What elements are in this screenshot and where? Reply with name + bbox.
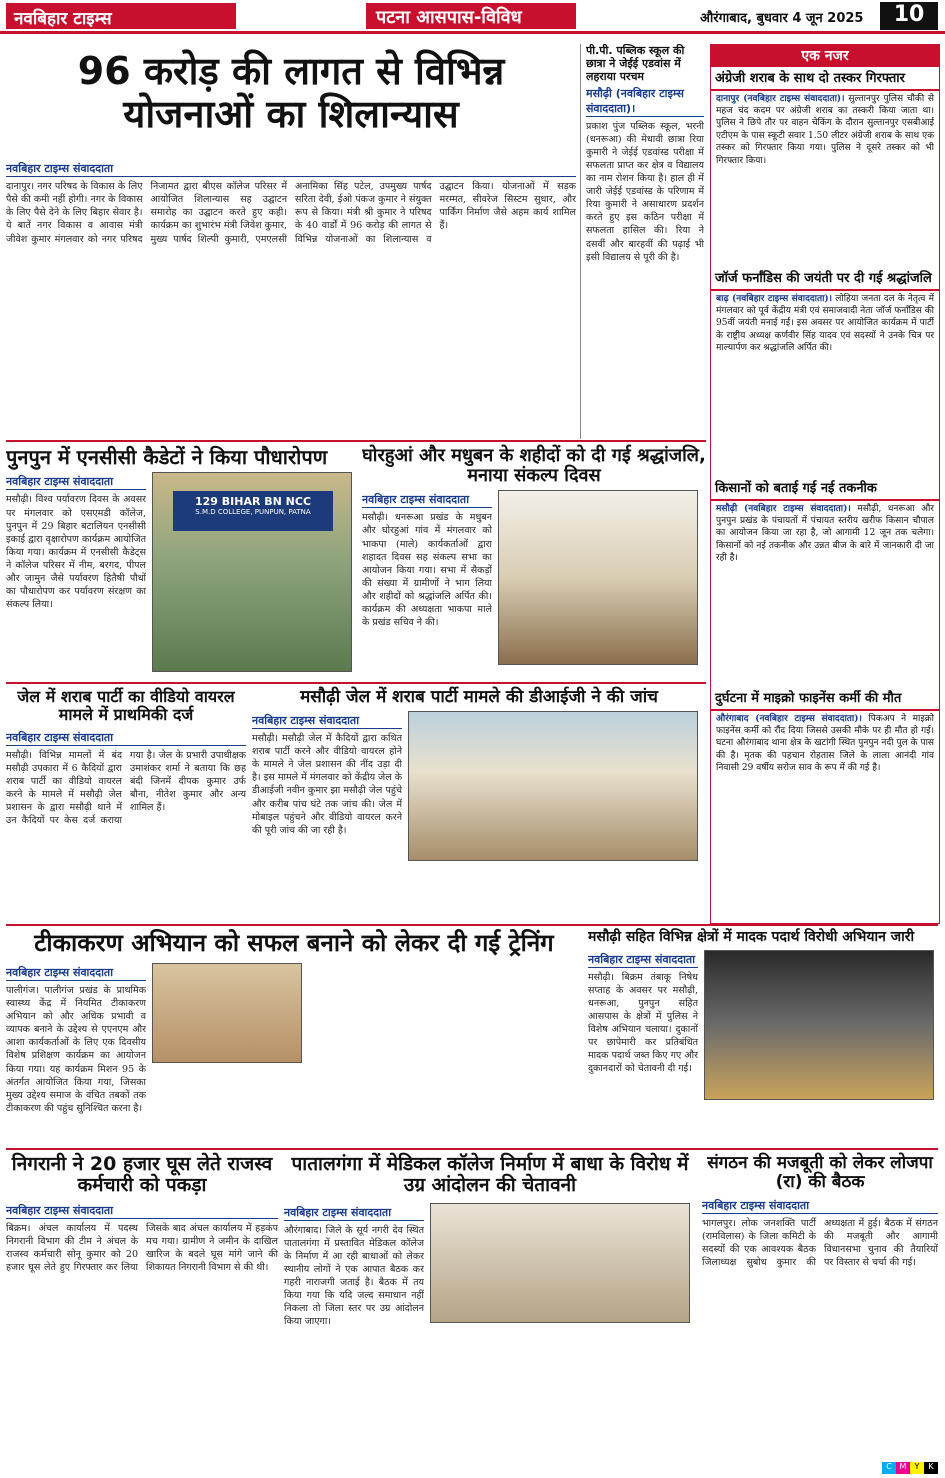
bribe-story: [6, 1152, 278, 1457]
dateline: औरंगाबाद, बुधवार 4 जून 2025: [700, 11, 864, 26]
sidebar-item-lead: मसौढ़ी (नवबिहार टाइम्स संवाददाता)।: [716, 503, 851, 514]
ljp-story: [702, 1152, 938, 1457]
section-divider: [6, 924, 938, 926]
drugs-body: मसौढ़ी। बिक्रम तंबाकू निषेध सप्ताह के अवसर पर मसौढ़ी, धनरूआ, पुनपुन सहित आसपास के क्षेत्रों में पुलिस ने विशेष अभियान चलाया। दुकानों पर छापेमारी कर प्रतिबंधित मादक पदार्थ जब्त किए गए और दुकानदारों को चेतावनी दी गई।: [588, 971, 698, 1075]
sidebar-item-farmers: [711, 477, 939, 687]
ncc-story: [6, 444, 356, 680]
vaccine-body: पालीगंज। पालीगंज प्रखंड के प्राथमिक स्वास्थ्य केंद्र में नियमित टीकाकरण अभियान को और अधिक प्रभावी व व्यापक बनाने के उद्देश्य से एएनएम और आशा कार्यकर्ताओं के लिए एक दिवसीय विशेष प्रशिक्षण कार्यक्रम का आयोजन किया गया। यह कार्यक्रम मिशन 95 के अंतर्गत आयोजित किया गया, जिसका मुख्य उद्देश्य समाज के वंचित तबकों तक टीकाकरण की पहुंच सुनिश्चित करना है।: [6, 984, 146, 1114]
sidebar-item-headline: दुर्घटना में माइक्रो फाइनेंस कर्मी की मौत: [711, 687, 939, 711]
newspaper-brand: नवबिहार टाइम्स: [6, 3, 236, 29]
ppschool-body: प्रकाश पुंज पब्लिक स्कूल, भरनी (धनरूआ) की मेधावी छात्रा रिया कुमारी ने जेईई एडवांस्ड परीक्षा में सफलता प्राप्त कर क्षेत्र व विद्यालय का नाम रोशन किया है। हाल ही में जारी जेईई एडवांस्ड के परिणाम में रिया कुमारी ने असाधारण प्रदर्शन करते हुए इस कठिन परीक्षा में सफलता हासिल की। रिया ने दसवीं और बारहवीं की पढ़ाई भी इसी विद्यालय से पूरी की है।: [586, 120, 704, 263]
vaccine-photo: [152, 963, 302, 1063]
bribe-byline: नवबिहार टाइम्स संवाददाता: [6, 1203, 278, 1219]
ncc-photo: [152, 472, 352, 672]
medical-body: औरंगाबाद। जिले के सूर्य नगरी देव स्थित पातालगंगा में प्रस्तावित मेडिकल कॉलेज के निर्माण में आ रही बाधाओं को लेकर स्थानीय लोगों ने एक आपात बैठक कर गहरी नाराजगी जताई है। बैठक में तय किया गया कि यदि जल्द समाधान नहीं निकला तो जिला स्तर पर उग्र आंदोलन किया जाएगा।: [284, 1224, 424, 1328]
dig-story: [252, 686, 706, 916]
masthead: [0, 0, 945, 34]
sidebar-item-body: मसौढ़ी, धनरूआ और पुनपुन प्रखंड के पंचायतों में पंचायत स्तरीय खरीफ किसान चौपाल का आयोजन किया जा रहा है, जो आगामी 12 जून तक चलेगा। किसानों को नई तकनीक और उन्नत बीज के बारे में जानकारी दी जा रही है।: [716, 503, 934, 564]
sidebar-item-accident: [711, 687, 939, 922]
section-divider: [6, 682, 706, 684]
martyrs-byline: नवबिहार टाइम्स संवाददाता: [362, 492, 492, 508]
print-color-bar: [882, 1462, 938, 1474]
sidebar-item-lead: बाढ़ (नवबिहार टाइम्स संवाददाता)।: [716, 293, 833, 304]
ppschool-story: [586, 44, 704, 439]
martyrs-headline: घोरहुआं और मधुबन के शहीदों को दी गई श्रद्धांजलि, मनाया संकल्प दिवस: [362, 445, 706, 487]
ncc-byline: नवबिहार टाइम्स संवाददाता: [6, 474, 146, 490]
sidebar-item-body: लोहिया जनता दल के नेतृत्व में मंगलवार को पूर्व केंद्रीय मंत्री एवं समाजवादी नेता जॉर्ज फर्नांडिस की 95वीं जयंती मनाई गई। इस अवसर पर आयोजित कार्यक्रम में पार्टी के राष्ट्रीय अध्यक्ष कर्णवीर सिंह यादव एवं सदस्यों ने उनके चित्र पर माल्यार्पण कर श्रद्धांजलि अर्पित की।: [716, 293, 934, 354]
page-number: 10: [880, 2, 938, 30]
color-swatch: K: [924, 1462, 938, 1474]
drugs-byline: नवबिहार टाइम्स संवाददाता: [588, 952, 698, 968]
jailvideo-headline: जेल में शराब पार्टी का वीडियो वायरल मामले में प्राथमिकी दर्ज: [17, 687, 235, 724]
drugs-story: [588, 928, 938, 1146]
medical-headline: पातालगंगा में मेडिकल कॉलेज निर्माण में बाधा के विरोध में उग्र आंदोलन की चेतावनी: [291, 1153, 689, 1197]
jailvideo-story: [6, 686, 246, 916]
section-divider: [6, 1148, 938, 1150]
ncc-headline: पुनपुन में एनसीसी कैडेटों ने किया पौधारोपण: [6, 445, 328, 469]
color-swatch: M: [896, 1462, 910, 1474]
jailvideo-body: मसौढ़ी। विभिन्न मामलों में बंद मसौढ़ी उपकारा में 6 कैदियों द्वारा शराब पार्टी का वीडियो वायरल करने के मामले में मसौढ़ी जेल प्रशासन के द्वारा मसौढ़ी थाने में उन कैदियों पर केस दर्ज कराया गया है। जेल के प्रभारी उपाधीक्षक उमाशंकर शर्मा ने बताया कि छह बंदी जिनमें दीपक कुमार उर्फ बौना, नीतेश कुमार और अन्य शामिल हैं।: [6, 749, 246, 827]
medical-photo: [430, 1203, 690, 1323]
sidebar-item-george: [711, 267, 939, 477]
dig-photo: [408, 711, 698, 861]
bribe-body: बिक्रम। अंचल कार्यालय में पदस्थ निगरानी विभाग की टीम ने अंचल के राजस्व कर्मचारी सोनू कुमार को 20 हजार घूस लेते हुए गिरफ्तार कर लिया जिसके बाद अंचल कार्यालय में हड़कंप मच गया। ग्रामीण ने जमीन के दाखिल खारिज के बदले घूस मांगे जाने की शिकायत निगरानी विभाग से की थी।: [6, 1222, 278, 1273]
column-rule: [580, 44, 581, 439]
dig-byline: नवबिहार टाइम्स संवाददाता: [252, 713, 402, 729]
lead-body: दानापुर। नगर परिषद के विकास के लिए पैसे की कमी नहीं होगी। नगर के विकास के लिए पैसे देने के लिए बिहार सेवार है। ये बातें नगर विकास व आवास मंत्री जीवेश कुमार मंगलवार को नगर परिषद निजामत द्वारा बीएस कॉलेज परिसर में आयोजित शिलान्यास सह उद्घाटन समारोह का उद्घाटन करते हुए कही। कार्यक्रम का शुभारंभ मंत्री जिवेश कुमार, मुख्य पार्षद शिल्पी कुमारी, एमएलसी अनामिका सिंह पटेल, उपमुख्य पार्षद सरिता देवी, ईओ पंकज कुमार ने संयुक्त रूप से किया। मंत्री श्री कुमार ने परिषद के 40 वार्डों में 96 करोड़ की लागत से विभिन्न योजनाओं का शिलान्यास व उद्घाटन किया। योजनाओं में सड़क मरम्मत, सीवरेज सिस्टम सुधार, और पार्किंग निर्माण जैसे अहम कार्य शामिल हैं।: [6, 181, 576, 245]
drugs-photo: [704, 950, 934, 1100]
ppschool-byline: मसौढ़ी (नवबिहार टाइम्स संवाददाता)।: [586, 86, 704, 117]
dig-body: मसौढ़ी। मसौढ़ी जेल में कैदियों द्वारा कथित शराब पार्टी करने और वीडियो वायरल होने के मामले ने जेल प्रशासन की नींद उड़ा दी है। इस मामले में मंगलवार को केंद्रीय जेल के डीआईजी नवीन कुमार झा मसौढ़ी जेल पहुंचे और करीब पांच घंटे तक जांच की। जेल में मोबाइल पहुंचने और वीडियो वायरल करने की पूरी जांच की जा रही है।: [252, 733, 402, 836]
ncc-banner-text: 129 BIHAR BN NCC: [194, 495, 312, 509]
color-swatch: Y: [910, 1462, 924, 1474]
sidebar-ek-nazar: [710, 44, 940, 924]
drugs-headline: मसौढ़ी सहित विभिन्न क्षेत्रों में मादक पदार्थ विरोधी अभियान जारी: [588, 929, 915, 945]
sidebar-item-headline: किसानों को बताई गई नई तकनीक: [711, 477, 939, 501]
section-divider: [6, 440, 706, 442]
sidebar-title: एक नजर: [711, 45, 939, 67]
ncc-banner-subtext: S.M.D COLLEGE, PUNPUN, PATNA: [195, 508, 311, 517]
ljp-byline: नवबिहार टाइम्स संवाददाता: [702, 1198, 938, 1214]
section-title: पटना आसपास-विविध: [366, 3, 576, 29]
ppschool-headline: पी.पी. पब्लिक स्कूल की छात्रा ने जेईई एडवांस में लहराया परचम: [586, 44, 685, 84]
sidebar-item-body: सुल्तानपुर पुलिस चौकी से महज चंद कदम पर अंग्रेजी शराब का तस्करी किया जाता था। पुलिस ने छिपे तौर पर वाहन चेकिंग के दौरान सुल्तानपुर एसबीआई एटीएम के पास स्कूटी सवार 1.50 लीटर अंग्रेजी शराब के साथ एक तस्कर को गिरफ्तार किया गया। पुलिस ने दूसरे तस्कर को भी गिरफ्तार किया।: [716, 93, 934, 166]
medical-story: [284, 1152, 696, 1457]
ljp-body: भागलपुर। लोक जनशक्ति पार्टी (रामविलास) के जिला कमिटी के सदस्यों की एक आवश्यक बैठक जिलाध्यक्ष सुबोध कुमार की अध्यक्षता में हुई। बैठक में संगठन की मजबूती और आगामी विधानसभा चुनाव की तैयारियों पर विस्तार से चर्चा की गई।: [702, 1218, 938, 1269]
sidebar-item-headline: अंग्रेजी शराब के साथ दो तस्कर गिरफ्तार: [711, 67, 939, 91]
sidebar-item-lead: औरंगाबाद (नवबिहार टाइम्स संवाददाता)।: [716, 713, 862, 724]
dig-headline: मसौढ़ी जेल में शराब पार्टी मामले की डीआईजी ने की जांच: [300, 687, 658, 707]
lead-byline: नवबिहार टाइम्स संवाददाता: [6, 161, 576, 177]
sidebar-item-body: पिकअप ने माइक्रो फाइनेंस कर्मी को रौंद दिया जिससे उसकी मौके पर ही मौत हो गई। घटना औरंगाबाद थाना क्षेत्र के खटांगी स्थित पुनपुन नदी पुल के पास की है। मृतक की पहचान रोहतास जिले के लाला आनंदी गांव निवासी 29 वर्षीय सरोज साव के रूप में की गई है।: [716, 713, 934, 774]
ncc-body: मसौढ़ी। विश्व पर्यावरण दिवस के अवसर पर मंगलवार को एसएमडी कॉलेज, पुनपुन में 29 बिहार बटालियन एनसीसी इकाई द्वारा वृक्षारोपण कार्यक्रम आयोजित किया गया। कार्यक्रम में एनसीसी कैडेट्स ने कॉलेज परिसर में नीम, बरगद, पीपल और जामुन जैसे पर्यावरण हितैषी पौधों का पौधारोपण कर पर्यावरण संरक्षण का संकल्प लिया।: [6, 494, 146, 611]
sidebar-item-liquor: [711, 67, 939, 267]
color-swatch: C: [882, 1462, 896, 1474]
bribe-headline: निगरानी ने 20 हजार घूस लेते राजस्व कर्मचारी को पकड़ा: [11, 1153, 273, 1197]
lead-headline: 96 करोड़ की लागत से विभिन्न योजनाओं का शिलान्यास: [77, 49, 505, 136]
vaccine-headline: टीकाकरण अभियान को सफल बनाने को लेकर दी गई ट्रेनिंग: [34, 929, 554, 957]
martyrs-photo: [498, 490, 698, 665]
martyrs-story: [362, 444, 706, 680]
ljp-headline: संगठन की मजबूती को लेकर लोजपा (रा) की बैठक: [707, 1153, 933, 1193]
sidebar-item-lead: दानापुर (नवबिहार टाइम्स संवाददाता)।: [716, 93, 845, 104]
martyrs-body: मसौढ़ी। धनरूआ प्रखंड के मधुबन और घोरहुआं गांव में मंगलवार को भाकपा (माले) कार्यकर्ताओं द्वारा शहादत दिवस सह संकल्प सभा का आयोजन किया गया। सभा में सैकड़ों की संख्या में ग्रामीणों ने भाग लिया और शहीदों को श्रद्धांजलि अर्पित की। कार्यक्रम की अध्यक्षता भाकपा माले के प्रखंड सचिव ने की।: [362, 512, 492, 629]
sidebar-item-headline: जॉर्ज फर्नांडिस की जयंती पर दी गई श्रद्धांजलि: [711, 267, 939, 291]
jailvideo-byline: नवबिहार टाइम्स संवाददाता: [6, 730, 246, 746]
vaccine-story: [6, 928, 582, 1146]
ncc-banner: [173, 491, 333, 531]
medical-byline: नवबिहार टाइम्स संवाददाता: [284, 1205, 424, 1221]
vaccine-byline: नवबिहार टाइम्स संवाददाता: [6, 965, 146, 981]
